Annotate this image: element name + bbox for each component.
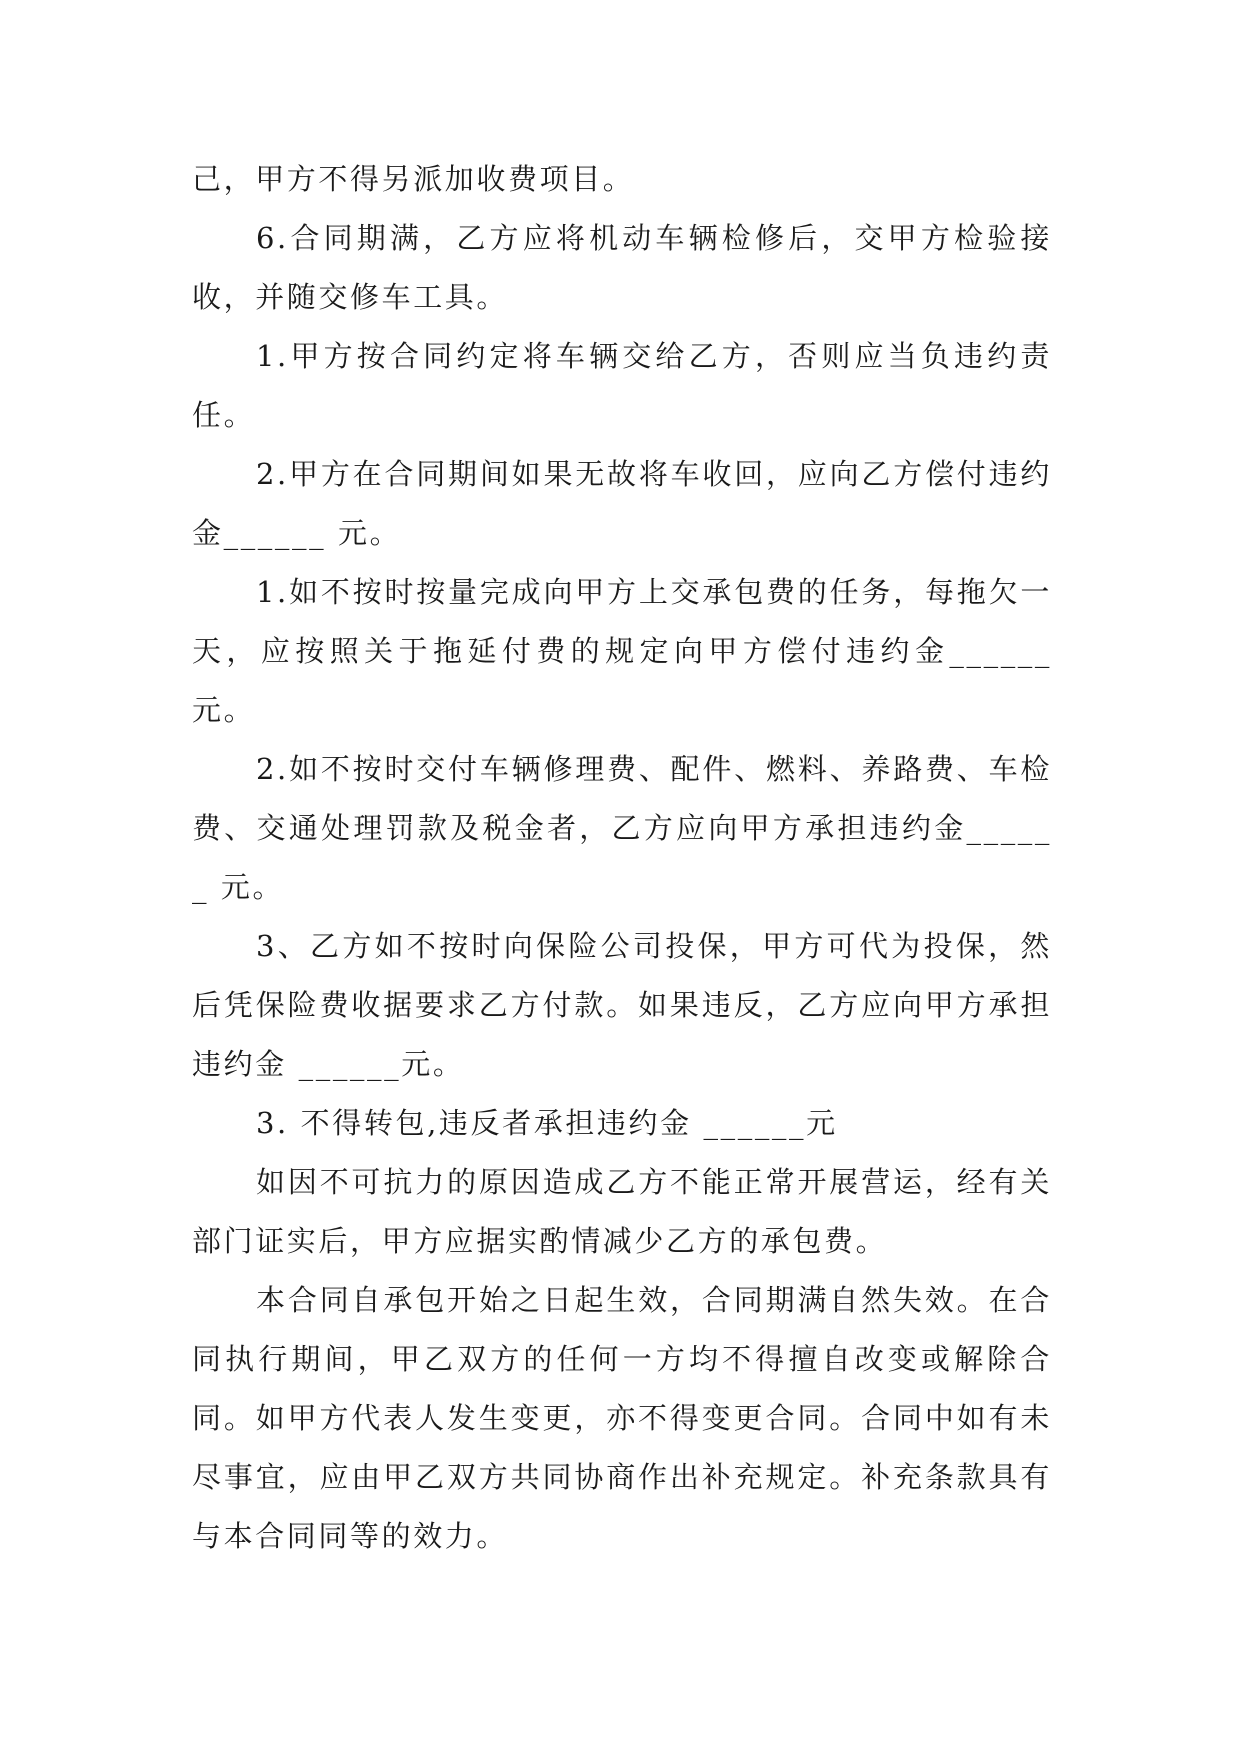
paragraph-late-fee-payment: 1.如不按时按量完成向甲方上交承包费的任务，每拖欠一天，应按照关于拖延付费的规定向甲方偿付违约金______元。 xyxy=(192,575,1052,727)
paragraph-contract-expiry: 6.合同期满，乙方应将机动车辆检修后，交甲方检验接收，并随交修车工具。 xyxy=(192,221,1052,314)
paragraph-force-majeure: 如因不可抗力的原因造成乙方不能正常开展营运，经有关部门证实后，甲方应据实酌情减少乙方的承包费。 xyxy=(192,1165,1052,1258)
paragraph-effectiveness: 本合同自承包开始之日起生效，合同期满自然失效。在合同执行期间，甲乙双方的任何一方均不得擅自改变或解除合同。如甲方代表人发生变更，亦不得变更合同。合同中如有未尽事宜，应由甲乙双方共同协商作出补充规定。补充条款具有与本合同同等的效力。 xyxy=(192,1283,1052,1553)
paragraph-party-a-delivery: 1.甲方按合同约定将车辆交给乙方，否则应当负违约责任。 xyxy=(192,339,1052,432)
paragraph-repair-fees: 2.如不按时交付车辆修理费、配件、燃料、养路费、车检费、交通处理罚款及税金者，乙方应向甲方承担违约金______ 元。 xyxy=(192,752,1052,904)
paragraph-insurance: 3、乙方如不按时向保险公司投保，甲方可代为投保，然后凭保险费收据要求乙方付款。如果违反，乙方应向甲方承担违约金 ______元。 xyxy=(192,929,1052,1081)
paragraph-no-subcontract: 3. 不得转包,违反者承担违约金 ______元 xyxy=(256,1106,838,1140)
document-body xyxy=(192,150,1052,1566)
paragraph-party-a-recall: 2.甲方在合同期间如果无故将车收回，应向乙方偿付违约金______ 元。 xyxy=(192,457,1052,550)
paragraph-fee-items: 己，甲方不得另派加收费项目。 xyxy=(192,162,635,196)
